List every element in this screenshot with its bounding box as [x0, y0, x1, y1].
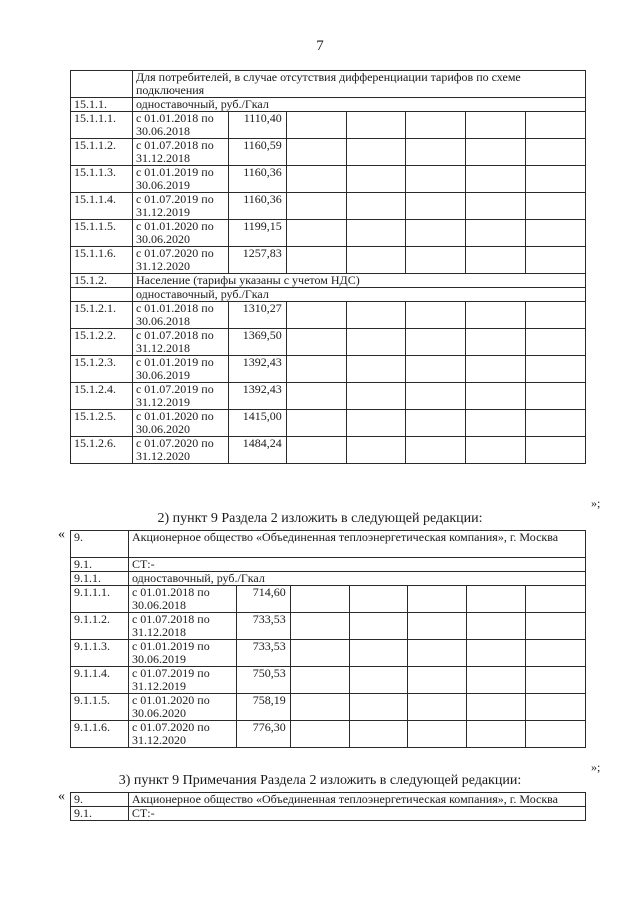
- row-number-cell: 15.1.1.6.: [71, 247, 133, 274]
- table-row: [71, 640, 586, 667]
- empty-cell: [467, 694, 526, 721]
- row-number-cell: 9.: [71, 793, 129, 807]
- empty-cell: [526, 667, 586, 694]
- empty-cell: [467, 586, 526, 613]
- empty-cell: [466, 247, 526, 274]
- table-row: [71, 721, 586, 748]
- empty-cell: [346, 356, 406, 383]
- empty-cell: [346, 139, 406, 166]
- row-number-cell: 15.1.1.: [71, 98, 133, 112]
- row-number-cell: 15.1.1.3.: [71, 166, 133, 193]
- empty-cell: [408, 721, 467, 748]
- empty-cell: [526, 247, 586, 274]
- empty-cell: [406, 329, 466, 356]
- row-number-cell: [71, 288, 133, 302]
- tariff-value-cell: 1369,50: [228, 329, 286, 356]
- empty-cell: [346, 166, 406, 193]
- empty-cell: [408, 613, 467, 640]
- empty-cell: [408, 667, 467, 694]
- period-cell: с 01.07.2019 по 31.12.2019: [128, 667, 236, 694]
- row-number-cell: 15.1.2.1.: [71, 302, 133, 329]
- table-row: [71, 98, 586, 112]
- table-row: [71, 288, 586, 302]
- empty-cell: [406, 247, 466, 274]
- empty-cell: [526, 437, 586, 464]
- row-number-cell: 15.1.2.2.: [71, 329, 133, 356]
- empty-cell: [286, 193, 346, 220]
- amendment-heading-3: 3) пункт 9 Примечания Раздела 2 изложить в следующей редакции:: [118, 773, 522, 788]
- empty-cell: [466, 166, 526, 193]
- table-row: [71, 112, 586, 139]
- row-number-cell: 15.1.1.4.: [71, 193, 133, 220]
- period-cell: с 01.07.2018 по 31.12.2018: [128, 613, 236, 640]
- period-cell: с 01.01.2019 по 30.06.2019: [128, 640, 236, 667]
- empty-cell: [346, 193, 406, 220]
- table-row: [71, 139, 586, 166]
- tariff-value-cell: 1310,27: [228, 302, 286, 329]
- period-cell: с 01.01.2020 по 30.06.2020: [132, 220, 228, 247]
- empty-cell: [406, 437, 466, 464]
- row-number-cell: 9.1.1.1.: [71, 586, 129, 613]
- table-row: [71, 558, 586, 572]
- tariff-value-cell: 1199,15: [228, 220, 286, 247]
- empty-cell: [286, 220, 346, 247]
- empty-cell: [466, 220, 526, 247]
- empty-cell: [346, 247, 406, 274]
- row-number-cell: 15.1.2.6.: [71, 437, 133, 464]
- table-row: [71, 274, 586, 288]
- empty-cell: [349, 586, 408, 613]
- tariff-value-cell: 1484,24: [228, 437, 286, 464]
- tariff-value-cell: 758,19: [236, 694, 290, 721]
- row-description-cell: Акционерное общество «Объединенная теплоэнергетическая компания», г. Москва: [128, 793, 585, 807]
- row-number-cell: 15.1.2.3.: [71, 356, 133, 383]
- empty-cell: [349, 613, 408, 640]
- empty-cell: [286, 139, 346, 166]
- empty-cell: [408, 640, 467, 667]
- empty-cell: [466, 356, 526, 383]
- table2-end-mark: »;: [591, 760, 601, 774]
- period-cell: с 01.01.2019 по 30.06.2019: [132, 166, 228, 193]
- empty-cell: [466, 329, 526, 356]
- note-table-item-9: [70, 792, 586, 821]
- row-number-cell: 9.1.: [71, 807, 129, 821]
- empty-cell: [406, 193, 466, 220]
- empty-cell: [526, 112, 586, 139]
- row-description-cell: Акционерное общество «Объединенная теплоэнергетическая компания», г. Москва: [128, 531, 585, 558]
- period-cell: с 01.07.2018 по 31.12.2018: [132, 329, 228, 356]
- tariff-value-cell: 776,30: [236, 721, 290, 748]
- row-number-cell: 15.1.2.4.: [71, 383, 133, 410]
- tariff-value-cell: 1392,43: [228, 383, 286, 410]
- period-cell: с 01.01.2018 по 30.06.2018: [128, 586, 236, 613]
- header-note-cell: Для потребителей, в случае отсутствия дифференциации тарифов по схеме подключения: [132, 71, 585, 98]
- page-number: 7: [316, 38, 324, 54]
- table-row: [71, 667, 586, 694]
- tariff-table-item-9: [70, 530, 586, 748]
- period-cell: с 01.01.2019 по 30.06.2019: [132, 356, 228, 383]
- empty-cell: [526, 410, 586, 437]
- row-number-cell: 9.1.1.3.: [71, 640, 129, 667]
- tariff-value-cell: 733,53: [236, 640, 290, 667]
- period-cell: с 01.01.2020 по 30.06.2020: [132, 410, 228, 437]
- tariff-value-cell: 1160,36: [228, 166, 286, 193]
- empty-cell: [406, 302, 466, 329]
- empty-cell: [349, 721, 408, 748]
- empty-cell: [526, 586, 586, 613]
- empty-cell: [466, 383, 526, 410]
- row-number-cell: 9.1.1.6.: [71, 721, 129, 748]
- row-description-cell: одноставочный, руб./Гкал: [132, 98, 585, 112]
- table-row: [71, 302, 586, 329]
- empty-cell: [526, 302, 586, 329]
- empty-cell: [466, 112, 526, 139]
- empty-cell: [346, 302, 406, 329]
- empty-cell: [406, 383, 466, 410]
- table-row: [71, 193, 586, 220]
- empty-cell: [286, 302, 346, 329]
- empty-cell: [526, 613, 586, 640]
- row-number-cell: 15.1.1.2.: [71, 139, 133, 166]
- empty-cell: [286, 329, 346, 356]
- empty-cell: [406, 166, 466, 193]
- row-number-cell: 9.1.1.: [71, 572, 129, 586]
- table-row: [71, 793, 586, 807]
- empty-cell: [408, 586, 467, 613]
- empty-cell: [286, 247, 346, 274]
- tariff-value-cell: 1110,40: [228, 112, 286, 139]
- row-number-cell: 15.1.2.: [71, 274, 133, 288]
- empty-cell: [466, 193, 526, 220]
- empty-cell: [526, 166, 586, 193]
- period-cell: с 01.07.2020 по 31.12.2020: [128, 721, 236, 748]
- row-number-cell: [71, 71, 133, 98]
- empty-cell: [406, 112, 466, 139]
- table-row: [71, 437, 586, 464]
- empty-cell: [466, 410, 526, 437]
- empty-cell: [349, 694, 408, 721]
- table-row: [71, 329, 586, 356]
- tariff-value-cell: 1392,43: [228, 356, 286, 383]
- table-row: [71, 613, 586, 640]
- empty-cell: [346, 112, 406, 139]
- amendment-heading-2: 2) пункт 9 Раздела 2 изложить в следующей редакции:: [157, 511, 483, 526]
- empty-cell: [290, 721, 349, 748]
- tariff-value-cell: 714,60: [236, 586, 290, 613]
- row-number-cell: 9.: [71, 531, 129, 558]
- period-cell: с 01.01.2018 по 30.06.2018: [132, 302, 228, 329]
- empty-cell: [526, 220, 586, 247]
- period-cell: с 01.07.2020 по 31.12.2020: [132, 437, 228, 464]
- period-cell: с 01.07.2019 по 31.12.2019: [132, 193, 228, 220]
- empty-cell: [526, 721, 586, 748]
- row-description-cell: одноставочный, руб./Гкал: [132, 288, 585, 302]
- table1-end-mark: »;: [591, 496, 601, 510]
- empty-cell: [346, 220, 406, 247]
- empty-cell: [406, 410, 466, 437]
- tariff-value-cell: 733,53: [236, 613, 290, 640]
- empty-cell: [408, 694, 467, 721]
- empty-cell: [290, 667, 349, 694]
- empty-cell: [467, 640, 526, 667]
- empty-cell: [466, 437, 526, 464]
- empty-cell: [286, 383, 346, 410]
- empty-cell: [286, 437, 346, 464]
- empty-cell: [286, 166, 346, 193]
- row-description-cell: СТ:-: [128, 558, 585, 572]
- empty-cell: [526, 356, 586, 383]
- empty-cell: [349, 667, 408, 694]
- empty-cell: [406, 139, 466, 166]
- table-row: [71, 572, 586, 586]
- row-number-cell: 15.1.1.5.: [71, 220, 133, 247]
- empty-cell: [286, 410, 346, 437]
- empty-cell: [526, 139, 586, 166]
- table-row: [71, 247, 586, 274]
- empty-cell: [467, 667, 526, 694]
- row-number-cell: 9.1.1.5.: [71, 694, 129, 721]
- empty-cell: [467, 721, 526, 748]
- table-row: [71, 694, 586, 721]
- row-number-cell: 9.1.1.4.: [71, 667, 129, 694]
- row-description-cell: одноставочный, руб./Гкал: [128, 572, 585, 586]
- empty-cell: [526, 640, 586, 667]
- row-number-cell: 15.1.1.1.: [71, 112, 133, 139]
- period-cell: с 01.01.2020 по 30.06.2020: [128, 694, 236, 721]
- table-row: [71, 410, 586, 437]
- table2-open-quote: «: [58, 527, 65, 542]
- table3-open-quote: «: [58, 789, 65, 804]
- table-row: [71, 383, 586, 410]
- period-cell: с 01.07.2020 по 31.12.2020: [132, 247, 228, 274]
- empty-cell: [290, 694, 349, 721]
- tariff-value-cell: 750,53: [236, 667, 290, 694]
- tariff-value-cell: 1415,00: [228, 410, 286, 437]
- empty-cell: [466, 139, 526, 166]
- period-cell: с 01.07.2019 по 31.12.2019: [132, 383, 228, 410]
- empty-cell: [406, 356, 466, 383]
- period-cell: с 01.01.2018 по 30.06.2018: [132, 112, 228, 139]
- row-number-cell: 9.1.: [71, 558, 129, 572]
- empty-cell: [286, 356, 346, 383]
- table-row: [71, 586, 586, 613]
- empty-cell: [526, 329, 586, 356]
- empty-cell: [526, 383, 586, 410]
- empty-cell: [346, 410, 406, 437]
- empty-cell: [346, 383, 406, 410]
- table-row: [71, 356, 586, 383]
- row-description-cell: Население (тарифы указаны с учетом НДС): [132, 274, 585, 288]
- row-number-cell: 9.1.1.2.: [71, 613, 129, 640]
- empty-cell: [467, 613, 526, 640]
- table-row: [71, 807, 586, 821]
- row-description-cell: СТ:-: [128, 807, 585, 821]
- empty-cell: [286, 112, 346, 139]
- row-number-cell: 15.1.2.5.: [71, 410, 133, 437]
- empty-cell: [526, 694, 586, 721]
- empty-cell: [346, 437, 406, 464]
- tariff-value-cell: 1160,59: [228, 139, 286, 166]
- tariff-table-section-15: [70, 70, 586, 464]
- table-row: [71, 220, 586, 247]
- empty-cell: [349, 640, 408, 667]
- empty-cell: [290, 613, 349, 640]
- empty-cell: [526, 193, 586, 220]
- empty-cell: [466, 302, 526, 329]
- empty-cell: [346, 329, 406, 356]
- tariff-value-cell: 1160,36: [228, 193, 286, 220]
- tariff-value-cell: 1257,83: [228, 247, 286, 274]
- table-header-row: [71, 71, 586, 98]
- empty-cell: [290, 640, 349, 667]
- empty-cell: [406, 220, 466, 247]
- period-cell: с 01.07.2018 по 31.12.2018: [132, 139, 228, 166]
- empty-cell: [290, 586, 349, 613]
- table-row: [71, 531, 586, 558]
- table-row: [71, 166, 586, 193]
